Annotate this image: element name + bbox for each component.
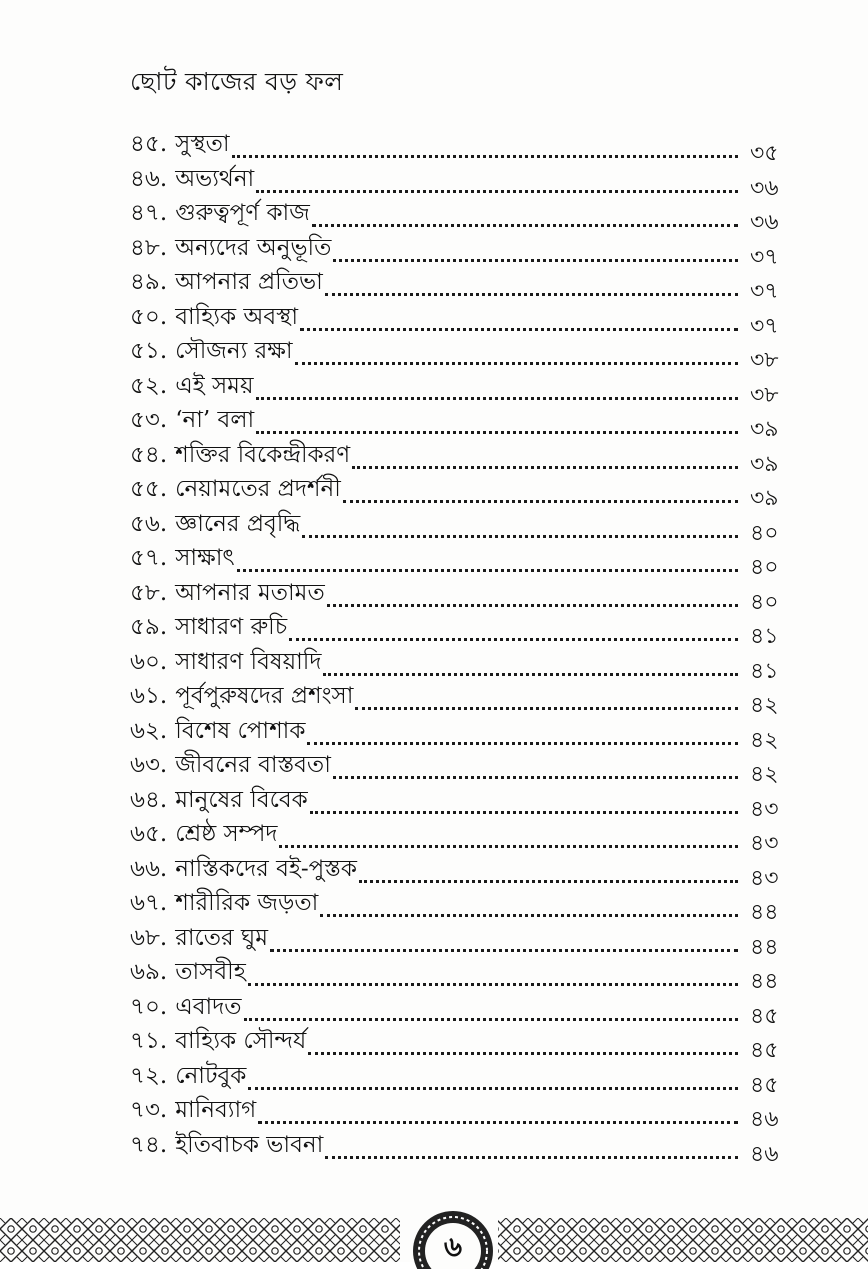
toc-entry <box>130 817 790 856</box>
toc-entry-title: শক্তির বিকেন্দ্রীকরণ <box>175 441 351 468</box>
dot-leader <box>359 852 738 883</box>
toc-entry <box>130 714 790 753</box>
toc-entry-number: ৪৭. <box>130 200 168 226</box>
toc-entry <box>130 300 790 339</box>
dot-leader <box>308 1024 738 1055</box>
toc-entry-page-number: ৩৯ <box>750 451 779 477</box>
toc-entry-page-number: ৪১ <box>750 624 779 649</box>
toc-entry-title: ইতিবাচক ভাবনা <box>175 1131 324 1158</box>
toc-entry-number: ৪৬. <box>130 165 168 192</box>
dot-leader <box>256 162 738 193</box>
toc-entry-number: ৫৮. <box>130 579 168 606</box>
toc-entry <box>130 610 790 649</box>
dot-leader <box>270 921 738 952</box>
table-of-contents <box>130 127 790 1167</box>
dot-leader <box>327 576 738 607</box>
toc-entry-title: সাধারণ বিষয়াদি <box>175 648 322 675</box>
dot-leader <box>325 265 738 296</box>
toc-entry-title: তাসবীহ <box>175 959 246 985</box>
toc-entry <box>130 886 790 925</box>
toc-entry <box>130 438 790 477</box>
toc-entry-number: ৫১. <box>130 338 168 364</box>
dot-leader <box>352 438 738 469</box>
toc-entry-title: রাতের ঘুম <box>175 924 268 951</box>
toc-entry-page-number: ৩৭ <box>750 244 779 270</box>
toc-entry-number: ৫৪. <box>130 441 168 468</box>
page-number-badge <box>406 1203 500 1269</box>
toc-entry-number: ৫০. <box>130 303 168 330</box>
toc-entry <box>130 1059 790 1098</box>
toc-entry <box>130 334 790 373</box>
toc-entry-number: ৪৮. <box>130 234 168 261</box>
toc-entry <box>130 472 790 511</box>
toc-entry-title: মানিব্যাগ <box>175 1097 257 1123</box>
toc-entry <box>130 783 790 822</box>
dot-leader <box>258 1093 738 1124</box>
toc-entry-number: ৪৯. <box>130 269 168 295</box>
toc-entry-title: শ্রেষ্ঠ সম্পদ <box>175 821 278 847</box>
toc-entry-number: ৬৪. <box>130 786 168 813</box>
toc-entry-page-number: ৩৮ <box>750 348 779 373</box>
toc-entry-page-number: ৪১ <box>750 658 779 684</box>
toc-entry <box>130 162 790 201</box>
toc-entry <box>130 955 790 994</box>
toc-entry-number: ৬৬. <box>130 855 168 882</box>
toc-entry-title: গুরুত্বপূর্ণ কাজ <box>175 200 310 226</box>
toc-entry-page-number: ৩৬ <box>750 210 779 235</box>
toc-entry-page-number: ৪৪ <box>750 934 779 960</box>
toc-entry-title: সাধারণ রুচি <box>175 614 288 640</box>
toc-entry-page-number: ৪৫ <box>750 1072 779 1098</box>
toc-entry-page-number: ৪২ <box>750 727 779 753</box>
toc-entry-number: ৭৪. <box>130 1131 168 1158</box>
toc-entry-page-number: ৩৮ <box>750 382 779 408</box>
toc-entry-number: ৬৫. <box>130 821 168 847</box>
toc-entry <box>130 852 790 891</box>
toc-entry-page-number: ৩৭ <box>750 313 779 339</box>
toc-entry <box>130 921 790 960</box>
toc-entry-page-number: ৩৫ <box>750 141 779 166</box>
dot-leader <box>256 403 738 434</box>
dot-leader <box>302 507 738 538</box>
dot-leader <box>323 645 738 676</box>
toc-entry-title: জীবনের বাস্তবতা <box>175 752 331 778</box>
toc-entry-page-number: ৪০ <box>750 589 779 615</box>
toc-entry <box>130 231 790 270</box>
toc-entry-page-number: ৪৪ <box>750 900 779 925</box>
toc-entry-page-number: ৩৭ <box>750 279 779 304</box>
toc-entry-page-number: ৩৯ <box>750 417 779 442</box>
dot-leader <box>295 334 738 365</box>
toc-entry-number: ৫৫. <box>130 476 168 502</box>
dot-leader <box>248 955 738 986</box>
dot-leader <box>320 886 738 917</box>
toc-entry-page-number: ৩৬ <box>750 175 779 201</box>
toc-entry-title: মানুষের বিবেক <box>175 786 308 813</box>
toc-entry-page-number: ৪০ <box>750 555 779 580</box>
toc-entry <box>130 1128 790 1167</box>
toc-entry-title: সাক্ষাৎ <box>175 545 235 571</box>
toc-entry-number: ৫৯. <box>130 614 168 640</box>
toc-entry-number: ৬২. <box>130 717 168 744</box>
toc-entry-title: সৌজন্য রক্ষা <box>175 338 293 364</box>
toc-entry-title: আপনার প্রতিভা <box>175 269 323 295</box>
dot-leader <box>256 369 739 400</box>
toc-entry-title: বাহ্যিক সৌন্দর্য <box>175 1028 307 1054</box>
dot-leader <box>333 748 738 779</box>
toc-entry <box>130 265 790 304</box>
toc-entry-title: অন্যদের অনুভূতি <box>175 234 332 261</box>
dot-leader <box>248 1059 738 1090</box>
toc-entry-number: ৭০. <box>130 993 168 1020</box>
toc-entry <box>130 403 790 442</box>
dot-leader <box>310 783 738 814</box>
toc-entry-number: ৬৯. <box>130 959 168 985</box>
toc-entry-title: ‘না’ বলা <box>175 407 255 433</box>
toc-entry <box>130 507 790 546</box>
dot-leader <box>355 679 738 710</box>
toc-entry-number: ৬৮. <box>130 924 168 951</box>
toc-entry-number: ৫৬. <box>130 510 168 537</box>
toc-entry <box>130 576 790 615</box>
toc-entry-title: জ্ঞানের প্রবৃদ্ধি <box>175 510 301 537</box>
toc-entry-title: শারীরিক জড়তা <box>175 890 319 916</box>
toc-entry <box>130 127 790 166</box>
toc-entry-title: আপনার মতামত <box>175 579 325 606</box>
toc-entry-title: বাহ্যিক অবস্থা <box>175 303 299 330</box>
toc-entry-number: ৬৭. <box>130 890 168 916</box>
toc-entry-title: নাস্তিকদের বই-পুস্তক <box>175 855 357 882</box>
toc-entry <box>130 541 790 580</box>
toc-entry-page-number: ৪৩ <box>750 796 779 822</box>
running-header-book-title: ছোট কাজের বড় ফল <box>130 67 344 96</box>
toc-entry-page-number: ৪৩ <box>750 865 779 891</box>
toc-entry-number: ৭২. <box>130 1062 168 1089</box>
toc-entry-title: বিশেষ পোশাক <box>175 717 306 744</box>
toc-entry <box>130 990 790 1029</box>
toc-entry <box>130 1024 790 1063</box>
dot-leader <box>325 1128 738 1159</box>
toc-entry-page-number: ৪৫ <box>750 1003 779 1029</box>
dot-leader <box>300 300 738 331</box>
dot-leader <box>279 817 738 848</box>
page-number: ৬ <box>443 1230 463 1263</box>
toc-entry-number: ৫৩. <box>130 407 168 433</box>
toc-entry <box>130 196 790 235</box>
toc-entry-number: ৬৩. <box>130 752 168 778</box>
toc-entry-title: নোটবুক <box>175 1062 247 1089</box>
toc-entry-page-number: ৪২ <box>750 762 779 787</box>
toc-entry <box>130 369 790 408</box>
dot-leader <box>237 541 738 572</box>
toc-entry-page-number: ৪৩ <box>750 831 779 856</box>
toc-entry-number: ৭১. <box>130 1028 168 1054</box>
toc-entry-page-number: ৩৯ <box>750 486 779 511</box>
toc-entry-number: ৬১. <box>130 683 168 709</box>
dot-leader <box>307 714 738 745</box>
toc-entry <box>130 748 790 787</box>
toc-entry-title: এই সময় <box>175 372 254 399</box>
toc-entry-page-number: ৪৬ <box>750 1107 779 1132</box>
toc-entry-number: ৫২. <box>130 372 168 399</box>
toc-entry-page-number: ৪৪ <box>750 969 779 994</box>
toc-entry-page-number: ৪৬ <box>750 1141 779 1167</box>
toc-entry <box>130 645 790 684</box>
dot-leader <box>232 127 738 158</box>
toc-entry-title: নেয়ামতের প্রদর্শনী <box>175 476 341 502</box>
dot-leader <box>343 472 738 503</box>
toc-entry-page-number: ৪২ <box>750 693 779 718</box>
toc-entry-number: ৭৩. <box>130 1097 168 1123</box>
toc-entry-page-number: ৪৫ <box>750 1038 779 1063</box>
toc-entry-title: পূর্বপুরুষদের প্রশংসা <box>175 683 354 709</box>
dot-leader <box>244 990 738 1021</box>
toc-entry <box>130 679 790 718</box>
toc-entry-number: ৬০. <box>130 648 168 675</box>
toc-entry-page-number: ৪০ <box>750 520 779 546</box>
dot-leader <box>312 196 738 227</box>
toc-entry-number: ৫৭. <box>130 545 168 571</box>
toc-entry-number: ৪৫. <box>130 131 168 157</box>
dot-leader <box>289 610 738 641</box>
toc-entry-title: অভ্যর্থনা <box>175 165 255 192</box>
toc-entry-title: সুস্থতা <box>175 131 230 157</box>
toc-entry <box>130 1093 790 1132</box>
toc-entry-title: এবাদত <box>175 993 242 1020</box>
dot-leader <box>333 231 738 262</box>
